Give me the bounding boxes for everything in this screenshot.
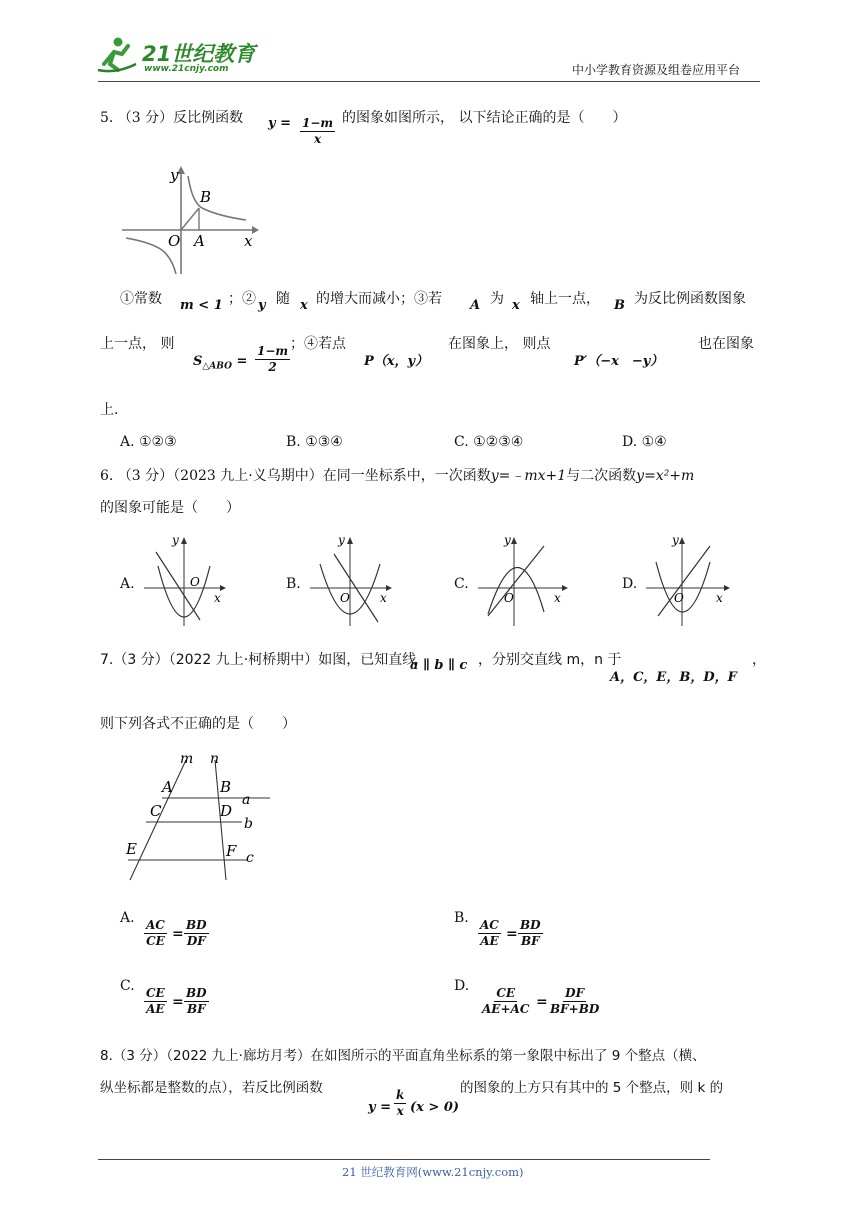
q8-line2-b: 的图象的上方只有其中的 5 个整点，则 k 的	[460, 1080, 724, 1096]
q7-label-D: D	[220, 802, 233, 820]
q5-graph	[118, 162, 260, 278]
q8-line1: 8.（3 分）（2022 九上·廊坊月考）在如图所示的平面直角坐标系的第一象限中标出了 9 个整点（横、	[100, 1048, 706, 1064]
q5-l2-p3: 在图象上， 则点	[448, 336, 551, 352]
q5-option-d[interactable]: D. ①④	[622, 434, 667, 450]
header-divider	[98, 81, 760, 82]
q6-d-O: O	[674, 591, 684, 605]
q5-l1-A: A	[470, 298, 481, 313]
q7-label-B: B	[220, 778, 232, 796]
q6-line2: 的图象可能是（ ）	[100, 500, 240, 516]
q8-func-cond: (x > 0)	[410, 1100, 460, 1115]
q6-graph-d[interactable]	[642, 532, 732, 628]
q5-l2-P: P（x，y）	[364, 354, 429, 369]
q7-label-n: n	[210, 751, 220, 767]
q7-c-rnum: BD	[186, 986, 207, 1000]
q5-l1-x: x	[300, 298, 308, 313]
q7-c-lden: AE	[146, 1002, 165, 1016]
q7-d-lden: AE+AC	[482, 1002, 530, 1016]
q7-b-rfrac	[518, 918, 543, 949]
q5-l1-p1: ①常数	[120, 291, 162, 307]
q5-graph-label-A: A	[194, 232, 205, 250]
q6-d-x: x	[716, 591, 723, 605]
q7-label-a: a	[242, 792, 251, 808]
q6-option-c-label[interactable]: C.	[454, 576, 469, 592]
q7-b-rden: BF	[520, 934, 540, 948]
q7-points: A，C，E，B，D，F	[610, 670, 737, 685]
q5-l2-s	[193, 352, 247, 377]
q8-func-y: y =	[368, 1100, 391, 1115]
q5-stem-prefix: 5. （3 分）反比例函数	[100, 110, 244, 126]
q6-c-O: O	[504, 591, 514, 605]
q6-b-x: x	[380, 591, 387, 605]
q5-l1-m: m < 1	[180, 298, 223, 313]
q5-l2-s-sub: △ABO	[202, 361, 232, 372]
q8-line2-a: 纵坐标都是整数的点），若反比例函数	[100, 1080, 323, 1096]
q5-l2-p2: ；④若点	[290, 336, 346, 352]
q7-label-c: c	[246, 850, 254, 866]
q7-label-b: b	[244, 816, 253, 832]
q5-option-c[interactable]: C. ①②③④	[454, 434, 524, 450]
q5-l2-s-eq: =	[236, 354, 248, 369]
q7-d-lnum: CE	[496, 986, 516, 1000]
q6-line1	[100, 466, 694, 486]
q6-b-O: O	[340, 591, 350, 605]
logo-url: www.21cnjy.com	[144, 64, 229, 74]
q7-a-rfrac	[184, 918, 209, 949]
q7-b-label: B.	[454, 910, 469, 926]
q8-func-fraction	[394, 1088, 406, 1119]
q5-graph-label-O: O	[168, 232, 181, 250]
q6-line1-text: 6. （3 分）（2023 九上·义乌期中）在同一坐标系中，一次函数	[100, 468, 491, 484]
q6-eq1: y=﹣mx+1	[490, 468, 567, 484]
q5-l1-p4: 的增大而减小；③若	[316, 291, 442, 307]
q6-graph-b[interactable]	[306, 532, 394, 628]
q7-d-rfrac	[548, 986, 601, 1017]
logo	[96, 34, 256, 78]
q8-func-den: x	[396, 1104, 404, 1118]
q7-parallel: a ∥ b ∥ c	[410, 658, 468, 673]
q6-graph-c[interactable]	[474, 532, 570, 628]
q7-c-label: C.	[120, 978, 135, 994]
q7-comma: ，	[752, 652, 766, 668]
q5-l1-p3: 随	[276, 291, 290, 307]
q5-l2-P2: P′（−x −y）	[574, 354, 664, 369]
q5-func-fraction	[300, 116, 335, 147]
q7-b-lfrac	[478, 918, 501, 949]
q7-line2: 则下列各式不正确的是（ ）	[100, 716, 296, 732]
q7-d-rden: BF+BD	[550, 1002, 600, 1016]
q7-a-label: A.	[120, 910, 135, 926]
footer-text[interactable]: 21 世纪教育网(www.21cnjy.com)	[342, 1165, 524, 1179]
q7-d-label: D.	[454, 978, 470, 994]
q6-graph-a[interactable]	[140, 532, 228, 628]
q6-c-y: y	[504, 533, 511, 547]
q5-l1-p6: 轴上一点，	[530, 291, 600, 307]
q5-l2-p4: 也在图象	[698, 336, 754, 352]
q5-l1-p2: ；②	[228, 291, 256, 307]
q5-l3: 上.	[100, 402, 119, 418]
q5-l2-s-lhs: S	[193, 354, 203, 369]
q7-label-m: m	[180, 751, 194, 767]
q8-func-num: k	[396, 1088, 405, 1102]
q5-l2-num: 1−m	[257, 344, 289, 358]
q7-c-rfrac	[184, 986, 209, 1017]
q6-a-x: x	[214, 591, 221, 605]
q6-option-b-label[interactable]: B.	[286, 576, 301, 592]
q6-c-x: x	[554, 591, 561, 605]
q5-l2-fraction	[255, 344, 290, 375]
q6-option-d-label[interactable]: D.	[622, 576, 638, 592]
q7-a-rnum: BD	[186, 918, 207, 932]
q7-label-E: E	[126, 840, 137, 858]
q5-stem-suffix: 的图象如图所示， 以下结论正确的是（ ）	[342, 110, 627, 126]
q5-graph-label-B: B	[200, 188, 212, 206]
q7-d-lfrac	[480, 986, 531, 1017]
q5-l1-p5: 为	[490, 291, 504, 307]
q5-l1-B: B	[614, 298, 625, 313]
q7-a-lnum: AC	[146, 918, 165, 932]
q5-func-y: y =	[268, 116, 291, 131]
q7-line1-b: ，分别交直线 m，n 于	[478, 652, 622, 668]
q6-mid: 与二次函数	[566, 468, 637, 484]
q7-c-lfrac	[144, 986, 167, 1017]
q7-d-rnum: DF	[565, 986, 585, 1000]
q7-b-rnum: BD	[520, 918, 541, 932]
q6-d-y: y	[672, 533, 679, 547]
q5-graph-label-x: x	[244, 232, 253, 250]
q5-func-num: 1−m	[302, 116, 334, 130]
q7-figure	[122, 746, 270, 886]
q7-label-F: F	[226, 842, 237, 860]
q7-line1-a: 7.（3 分）（2022 九上·柯桥期中）如图，已知直线	[100, 652, 417, 668]
q6-eq2: y=x²+m	[636, 468, 695, 484]
q7-c-rden: BF	[186, 1002, 206, 1016]
q6-option-a-label[interactable]: A.	[120, 576, 135, 592]
footer-divider	[98, 1159, 710, 1160]
q5-l1-x2: x	[512, 298, 520, 313]
q5-l1-y: y	[258, 298, 266, 313]
q5-option-b[interactable]: B. ①③④	[286, 434, 343, 450]
q6-a-O: O	[190, 575, 200, 589]
q7-label-A: A	[162, 778, 173, 796]
q5-l1-p7: 为反比例函数图象	[634, 291, 746, 307]
q5-func-den: x	[313, 132, 322, 146]
q6-a-y: y	[172, 533, 179, 547]
q7-b-lden: AE	[480, 934, 499, 948]
q7-a-rden: DF	[186, 934, 206, 948]
q7-label-C: C	[150, 802, 162, 820]
q5-graph-label-y: y	[170, 166, 179, 184]
q7-c-lnum: CE	[146, 986, 165, 1000]
q7-a-lfrac	[144, 918, 167, 949]
q5-option-a[interactable]: A. ①②③	[120, 434, 177, 450]
q5-l2-den: 2	[268, 360, 277, 374]
q7-b-lnum: AC	[480, 918, 499, 932]
q6-b-y: y	[338, 533, 345, 547]
q5-l2-p1: 上一点， 则	[100, 336, 175, 352]
q7-a-lden: CE	[146, 934, 165, 948]
logo-title: 21世纪教育	[142, 42, 256, 66]
header-right-text: 中小学教育资源及组卷应用平台	[572, 63, 741, 77]
